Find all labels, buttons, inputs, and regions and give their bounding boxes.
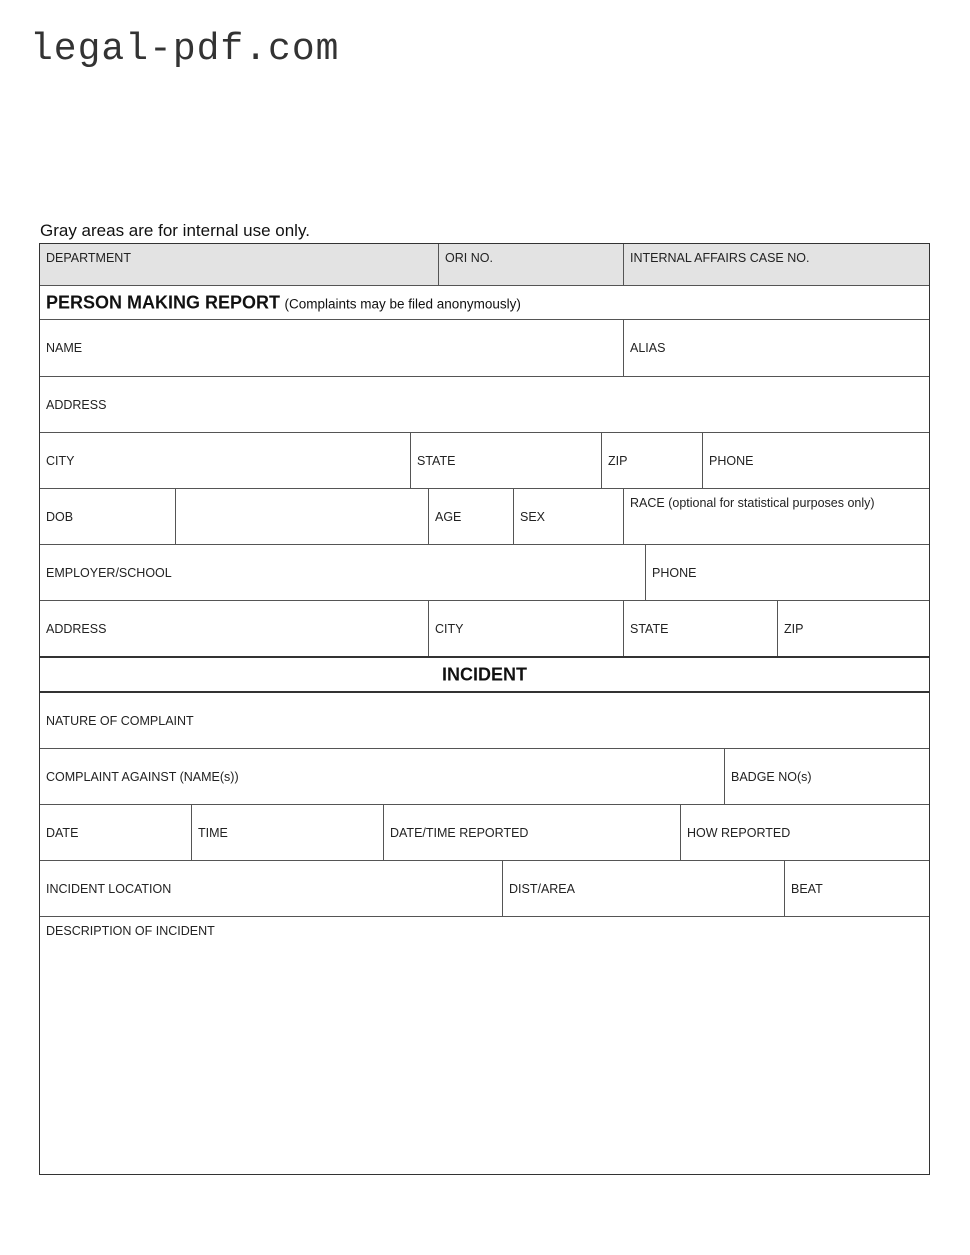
name-row xyxy=(40,320,929,377)
against-row xyxy=(40,749,929,805)
dob-field[interactable] xyxy=(175,489,428,544)
badge-label: BADGE NO(s) xyxy=(731,769,812,784)
employer-zip-field[interactable] xyxy=(777,601,929,656)
employer-city-field[interactable] xyxy=(428,601,623,656)
employer-city-label: CITY xyxy=(435,621,464,636)
ia-case-no-label: INTERNAL AFFAIRS CASE NO. xyxy=(630,251,810,265)
employer-address-label: ADDRESS xyxy=(46,621,107,636)
internal-use-row xyxy=(40,244,929,286)
state-field[interactable] xyxy=(410,433,601,488)
date-time-reported-field[interactable] xyxy=(383,805,680,860)
city-row xyxy=(40,433,929,489)
sex-label: SEX xyxy=(520,509,546,524)
employer-label: EMPLOYER/SCHOOL xyxy=(46,565,172,580)
how-reported-label: HOW REPORTED xyxy=(687,825,791,840)
ori-no-field xyxy=(438,244,623,285)
phone-field[interactable] xyxy=(702,433,929,488)
complaint-form xyxy=(39,243,930,1175)
against-field[interactable] xyxy=(40,749,724,804)
time-label: TIME xyxy=(198,825,228,840)
zip-label: ZIP xyxy=(608,453,628,468)
employer-state-label: STATE xyxy=(630,621,669,636)
date-label: DATE xyxy=(46,825,79,840)
city-field[interactable] xyxy=(40,433,410,488)
dob-row xyxy=(40,489,929,545)
date-time-reported-label: DATE/TIME REPORTED xyxy=(390,825,529,840)
employer-zip-label: ZIP xyxy=(784,621,804,636)
internal-use-note: Gray areas are for internal use only. xyxy=(40,221,310,240)
city-label: CITY xyxy=(46,453,75,468)
race-label: RACE (optional for statistical purposes only) xyxy=(630,496,875,510)
employer-phone-field[interactable] xyxy=(645,545,929,600)
employer-address-row xyxy=(40,601,929,658)
location-label: INCIDENT LOCATION xyxy=(46,881,172,896)
dist-area-label: DIST/AREA xyxy=(509,881,575,896)
age-label: AGE xyxy=(435,509,462,524)
name-field[interactable] xyxy=(40,320,623,376)
department-field xyxy=(40,244,438,285)
description-label: DESCRIPTION OF INCIDENT xyxy=(46,924,215,938)
date-field[interactable] xyxy=(40,805,191,860)
employer-row xyxy=(40,545,929,601)
location-row xyxy=(40,861,929,917)
how-reported-field[interactable] xyxy=(680,805,929,860)
address-label: ADDRESS xyxy=(46,397,107,412)
alias-label: ALIAS xyxy=(630,341,666,355)
ori-no-label: ORI NO. xyxy=(445,251,493,265)
beat-field[interactable] xyxy=(784,861,929,916)
employer-state-field[interactable] xyxy=(623,601,777,656)
incident-section-title: INCIDENT xyxy=(442,664,527,684)
name-label: NAME xyxy=(46,341,83,355)
against-label: COMPLAINT AGAINST (NAME(s)) xyxy=(46,769,239,784)
dob-label: DOB xyxy=(46,509,74,524)
nature-label: NATURE OF COMPLAINT xyxy=(46,713,194,728)
employer-field[interactable] xyxy=(40,545,645,600)
description-row xyxy=(40,917,929,1174)
nature-field[interactable] xyxy=(40,693,929,748)
watermark-logo: legal-pdf.com xyxy=(30,28,340,71)
employer-phone-label: PHONE xyxy=(652,565,697,580)
ia-case-no-field xyxy=(623,244,929,285)
date-row xyxy=(40,805,929,861)
employer-address-field[interactable] xyxy=(40,601,428,656)
beat-label: BEAT xyxy=(791,881,823,896)
zip-field[interactable] xyxy=(601,433,702,488)
address-field[interactable] xyxy=(40,377,929,432)
sex-field[interactable] xyxy=(513,489,623,544)
age-field[interactable] xyxy=(428,489,513,544)
race-field[interactable] xyxy=(623,489,929,544)
badge-field[interactable] xyxy=(724,749,929,804)
person-section-header xyxy=(40,286,929,320)
nature-row xyxy=(40,693,929,749)
state-label: STATE xyxy=(417,453,456,468)
address-row xyxy=(40,377,929,433)
department-label: DEPARTMENT xyxy=(46,251,131,265)
phone-label: PHONE xyxy=(709,453,754,468)
alias-field[interactable] xyxy=(623,320,929,376)
person-section-title: PERSON MAKING REPORT (Complaints may be filed anonymously) xyxy=(46,292,521,312)
description-field[interactable] xyxy=(40,917,929,1174)
incident-section-header xyxy=(40,658,929,693)
time-field[interactable] xyxy=(191,805,383,860)
dob-label-cell xyxy=(40,489,175,544)
location-field[interactable] xyxy=(40,861,502,916)
dist-area-field[interactable] xyxy=(502,861,784,916)
